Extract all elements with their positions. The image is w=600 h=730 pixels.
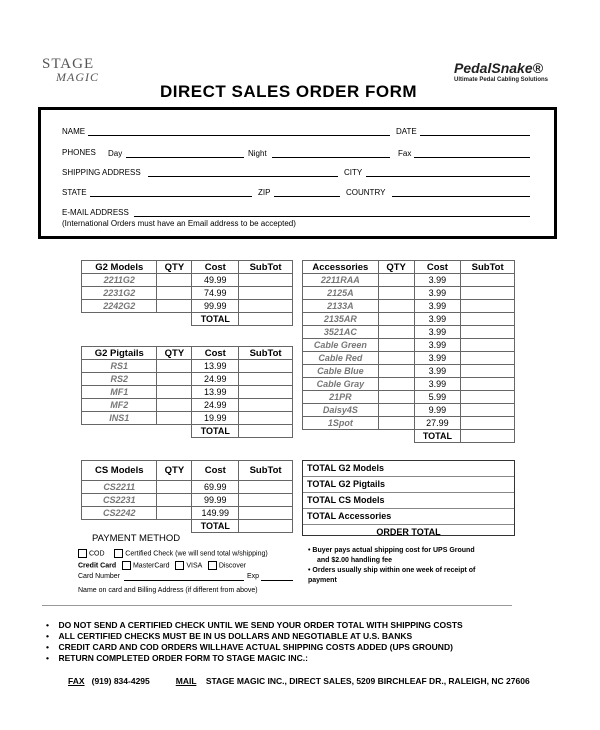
table-row: RS1 13.99: [82, 360, 293, 373]
list-item: • DO NOT SEND A CERTIFIED CHECK UNTIL WE SEND YOUR ORDER TOTAL WITH SHIPPING COSTS: [46, 620, 463, 630]
table-header: Accessories: [303, 261, 379, 274]
mail-label: MAIL: [175, 676, 197, 686]
qty-cell[interactable]: [378, 326, 414, 339]
city-label: CITY: [344, 168, 363, 177]
total-cell[interactable]: [461, 430, 515, 443]
total-g2-models[interactable]: TOTAL G2 Models: [303, 461, 514, 477]
total-cs-models[interactable]: TOTAL CS Models: [303, 493, 514, 509]
name-field[interactable]: [88, 135, 390, 136]
qty-cell[interactable]: [378, 391, 414, 404]
qty-cell[interactable]: [157, 481, 192, 494]
divider: [42, 605, 512, 606]
table-row: 2133A 3.99: [303, 300, 515, 313]
fax-field[interactable]: [414, 157, 530, 158]
table-header: QTY: [157, 461, 192, 481]
qty-cell[interactable]: [378, 313, 414, 326]
date-label: DATE: [396, 127, 417, 136]
pedalsnake-logo: PedalSnake® Ultimate Pedal Cabling Solutions: [454, 60, 549, 83]
table-row: CS2211 69.99: [82, 481, 293, 494]
subtot-cell[interactable]: [239, 399, 293, 412]
date-field[interactable]: [420, 135, 530, 136]
zip-label: ZIP: [258, 188, 271, 197]
fax-label: Fax: [398, 149, 412, 158]
night-phone-field[interactable]: [272, 157, 390, 158]
table-header: QTY: [157, 347, 192, 360]
subtot-cell[interactable]: [461, 313, 515, 326]
subtot-cell[interactable]: [461, 404, 515, 417]
shipping-address-field[interactable]: [148, 176, 338, 177]
subtot-cell[interactable]: [461, 352, 515, 365]
qty-cell[interactable]: [378, 339, 414, 352]
table-header: QTY: [157, 261, 192, 274]
payment-method-heading: PAYMENT METHOD: [92, 533, 181, 544]
total-cell[interactable]: [239, 425, 293, 438]
table-row: 2211G2 49.99: [82, 274, 293, 287]
subtot-cell[interactable]: [239, 287, 293, 300]
table-header: Cost: [414, 261, 461, 274]
table-row: INS1 19.99: [82, 412, 293, 425]
table-row: 2211RAA 3.99: [303, 274, 515, 287]
table-header: G2 Models: [82, 261, 157, 274]
subtot-cell[interactable]: [239, 494, 293, 507]
accessories-table: [302, 260, 515, 443]
cod-checkbox[interactable]: [78, 549, 87, 558]
qty-cell[interactable]: [157, 412, 192, 425]
night-label: Night: [248, 149, 267, 158]
table-header: QTY: [378, 261, 414, 274]
mastercard-checkbox[interactable]: [122, 561, 131, 570]
table-row: Cable Blue 3.99: [303, 365, 515, 378]
total-g2-pigtails[interactable]: TOTAL G2 Pigtails: [303, 477, 514, 493]
subtot-cell[interactable]: [461, 287, 515, 300]
stage-magic-logo: STAGE MAGIC: [42, 56, 99, 84]
subtot-cell[interactable]: [239, 412, 293, 425]
list-item: • RETURN COMPLETED ORDER FORM TO STAGE MAGIC INC.:: [46, 653, 308, 663]
table-header: G2 Pigtails: [82, 347, 157, 360]
qty-cell[interactable]: [157, 373, 192, 386]
table-header: CS Models: [82, 461, 157, 481]
qty-cell[interactable]: [378, 404, 414, 417]
table-row: 2242G2 99.99: [82, 300, 293, 313]
qty-cell[interactable]: [378, 352, 414, 365]
subtot-cell[interactable]: [461, 417, 515, 430]
city-field[interactable]: [366, 176, 530, 177]
phones-label: PHONES: [62, 148, 96, 157]
table-header: Cost: [192, 461, 239, 481]
cs-models-table: [81, 460, 293, 533]
table-row: 21PR 5.99: [303, 391, 515, 404]
name-label: NAME: [62, 127, 86, 136]
zip-field[interactable]: [274, 196, 340, 197]
table-row: CS2231 99.99: [82, 494, 293, 507]
day-label: Day: [108, 149, 123, 158]
table-header: SubTot: [239, 461, 293, 481]
table-row: Daisy4S 9.99: [303, 404, 515, 417]
list-item: • ALL CERTIFIED CHECKS MUST BE IN US DOLLARS AND NEGOTIABLE AT U.S. BANKS: [46, 631, 413, 641]
qty-cell[interactable]: [378, 365, 414, 378]
card-number-label: Card Number: [78, 573, 121, 580]
total-cell[interactable]: [239, 520, 293, 533]
table-header: SubTot: [239, 347, 293, 360]
subtot-cell[interactable]: [461, 339, 515, 352]
subtot-cell[interactable]: [239, 481, 293, 494]
table-row: Cable Gray 3.99: [303, 378, 515, 391]
fax-label-footer: FAX: [68, 676, 85, 686]
g2-models-table: [81, 260, 293, 326]
subtot-cell[interactable]: [461, 378, 515, 391]
qty-cell[interactable]: [157, 386, 192, 399]
table-row: 2135AR 3.99: [303, 313, 515, 326]
fax-number: (919) 834-4295: [91, 676, 150, 686]
total-row: TOTAL: [303, 430, 515, 443]
total-cell[interactable]: [239, 313, 293, 326]
state-label: STATE: [62, 188, 87, 197]
table-row: CS2242 149.99: [82, 507, 293, 520]
country-label: COUNTRY: [346, 188, 386, 197]
g2-pigtails-table: [81, 346, 293, 438]
state-field[interactable]: [90, 196, 252, 197]
subtot-cell[interactable]: [239, 507, 293, 520]
qty-cell[interactable]: [157, 399, 192, 412]
total-row: TOTAL: [82, 425, 293, 438]
day-phone-field[interactable]: [126, 157, 244, 158]
qty-cell[interactable]: [157, 507, 192, 520]
email-label: E-MAIL ADDRESS: [62, 208, 129, 217]
subtot-cell[interactable]: [239, 360, 293, 373]
card-number-field[interactable]: [124, 580, 244, 581]
table-header: Cost: [192, 261, 239, 274]
subtot-cell[interactable]: [461, 326, 515, 339]
subtot-cell[interactable]: [239, 386, 293, 399]
subtot-cell[interactable]: [239, 373, 293, 386]
shipping-address-label: SHIPPING ADDRESS: [62, 168, 141, 177]
payment-options-row: COD Certified Check (we will send total w/shipping): [78, 549, 268, 558]
certified-check-checkbox[interactable]: [114, 549, 123, 558]
qty-cell[interactable]: [157, 360, 192, 373]
exp-label: Exp: [247, 573, 260, 580]
table-row: 2231G2 74.99: [82, 287, 293, 300]
country-field[interactable]: [392, 196, 530, 197]
qty-cell[interactable]: [378, 300, 414, 313]
table-row: Cable Red 3.99: [303, 352, 515, 365]
list-item: • CREDIT CARD AND COD ORDERS WILLHAVE ACTUAL SHIPPING COSTS ADDED (UPS GROUND): [46, 642, 453, 652]
table-row: 1Spot 27.99: [303, 417, 515, 430]
contact-footer: [68, 676, 530, 686]
table-row: 2125A 3.99: [303, 287, 515, 300]
credit-card-row: Credit Card MasterCard VISA Discover: [78, 562, 247, 570]
subtot-cell[interactable]: [461, 391, 515, 404]
mail-address: STAGE MAGIC INC., DIRECT SALES, 5209 BIRCHLEAF DR., RALEIGH, NC 27606: [205, 676, 530, 686]
order-totals-box: [302, 460, 515, 536]
email-field[interactable]: [134, 216, 530, 217]
qty-cell[interactable]: [378, 287, 414, 300]
table-header: SubTot: [461, 261, 515, 274]
table-row: MF1 13.99: [82, 386, 293, 399]
table-header: SubTot: [239, 261, 293, 274]
total-row: TOTAL: [82, 520, 293, 533]
shipping-notes: • Buyer pays actual shipping cost for UPS Ground and $2.00 handling fee • Orders usually ship within one week of receipt of payment: [308, 547, 476, 584]
qty-cell[interactable]: [157, 300, 192, 313]
qty-cell[interactable]: [157, 494, 192, 507]
order-total[interactable]: ORDER TOTAL: [376, 527, 441, 537]
order-instructions: [46, 620, 463, 664]
subtot-cell[interactable]: [461, 300, 515, 313]
table-row: MF2 24.99: [82, 399, 293, 412]
total-accessories[interactable]: TOTAL Accessories: [303, 509, 514, 525]
table-row: RS2 24.99: [82, 373, 293, 386]
visa-checkbox[interactable]: [175, 561, 184, 570]
table-row: 3521AC 3.99: [303, 326, 515, 339]
qty-cell[interactable]: [378, 274, 414, 287]
intl-note: (International Orders must have an Email address to be accepted): [62, 219, 296, 228]
exp-field[interactable]: [261, 580, 293, 581]
qty-cell[interactable]: [157, 287, 192, 300]
total-row: TOTAL: [82, 313, 293, 326]
subtot-cell[interactable]: [461, 365, 515, 378]
subtot-cell[interactable]: [239, 274, 293, 287]
page-title: DIRECT SALES ORDER FORM: [160, 82, 418, 101]
name-on-card-label: Name on card and Billing Address (if different from above): [78, 587, 258, 594]
subtot-cell[interactable]: [461, 274, 515, 287]
qty-cell[interactable]: [378, 417, 414, 430]
discover-checkbox[interactable]: [208, 561, 217, 570]
table-header: Cost: [192, 347, 239, 360]
qty-cell[interactable]: [157, 274, 192, 287]
table-row: Cable Green 3.99: [303, 339, 515, 352]
qty-cell[interactable]: [378, 378, 414, 391]
subtot-cell[interactable]: [239, 300, 293, 313]
